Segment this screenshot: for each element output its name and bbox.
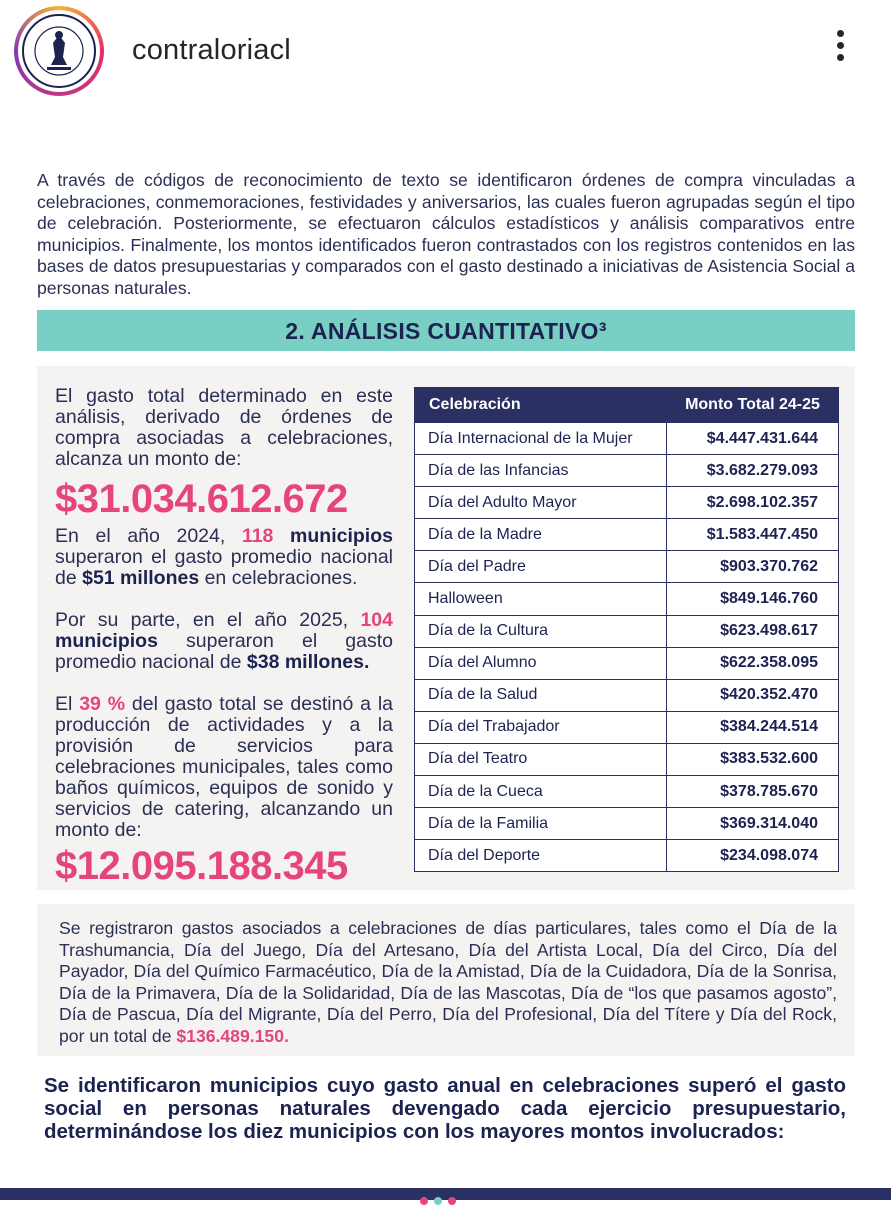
p3-pre: Por su parte, en el año 2025,	[55, 609, 361, 631]
intro-paragraph: A través de códigos de reconocimiento de texto se identificaron órdenes de compra vinculadas a celebraciones, conmemoraciones, festividades y aniversarios, las cuales fueron agrupadas según el tipo de celebración. Posteriormente, se efectuaron cálculos estadísticos y análisis comparativos entre municipios. Finalmente, los montos identificados fueron contrastados con los registros contenidos en las bases de datos presupuestarias y comparados con el gasto destinado a iniciativas de Asistencia Social a personas naturales.	[37, 170, 855, 298]
celebrations-table	[414, 387, 839, 872]
avg-2025: $38 millones.	[246, 651, 370, 673]
conclusion-text: Se identificaron municipios cuyo gasto anual en celebraciones superó el gasto social en personas naturales devengado cada ejercicio presupuestario, determinándose los diez municipios con los mayores montos involucrados:	[44, 1074, 846, 1143]
paragraph-2025	[55, 610, 393, 673]
table-row	[415, 840, 839, 872]
table-row	[415, 551, 839, 583]
contraloria-seal-icon	[21, 13, 97, 89]
table-header-row	[415, 388, 839, 423]
summary-column	[55, 386, 393, 889]
celebration-amount: $849.146.760	[667, 583, 839, 615]
p4-post: del gasto total se destinó a la producción de actividades y a la provisión de servicios para celebraciones municipales, tales como baños químicos, equipos de sonido y servicios de catering, alcanzando un monto de:	[55, 693, 393, 841]
celebration-name: Día del Deporte	[415, 840, 667, 872]
post-header	[0, 0, 891, 100]
celebration-amount: $903.370.762	[667, 551, 839, 583]
celebration-amount: $383.532.600	[667, 743, 839, 775]
table-row	[415, 743, 839, 775]
p2-pre: En el año 2024,	[55, 525, 242, 547]
other-celebrations-text	[59, 918, 837, 1047]
celebration-amount: $622.358.095	[667, 647, 839, 679]
avg-2024: $51 millones	[82, 567, 200, 589]
paragraph-2024	[55, 526, 393, 589]
p3-mid: superaron el gasto promedio nacional de	[55, 630, 393, 673]
count-2024: 118	[241, 525, 274, 547]
celebration-name: Día de la Madre	[415, 519, 667, 551]
other-celebrations-list: Se registraron gastos asociados a celebraciones de días particulares, tales como el Día de la Trashumancia, Día del Juego, Día del Artesano, Día del Artista Local, Día del Circo, Día del Payador, Día del Químico Farmacéutico, Día de la Amistad, Día de la Cuidadora, Día de la Sonrisa, Día de la Primavera, Día de la Solidaridad, Día de las Mascotas, Día de “los que pasamos agosto”, Día de Pascua, Día del Migrante, Día del Perro, Día del Profesional, Día del Títere y Día del Rock, por un total de	[59, 918, 837, 1046]
other-celebrations-panel	[37, 904, 855, 1056]
avatar[interactable]	[14, 6, 104, 96]
p2-mid: superaron el gasto promedio nacional de	[55, 546, 393, 589]
celebration-name: Día de la Familia	[415, 808, 667, 840]
celebration-amount: $234.098.074	[667, 840, 839, 872]
services-percent: 39 %	[79, 693, 126, 715]
count-2025: 104	[360, 609, 393, 631]
celebration-name: Día del Teatro	[415, 743, 667, 775]
table-row	[415, 519, 839, 551]
table-row	[415, 487, 839, 519]
celebration-amount: $4.447.431.644	[667, 423, 839, 455]
celebration-name: Día de las Infancias	[415, 455, 667, 487]
p2-post: en celebraciones.	[199, 567, 358, 589]
celebration-name: Día de la Cultura	[415, 615, 667, 647]
celebration-amount: $2.698.102.357	[667, 487, 839, 519]
table-row	[415, 423, 839, 455]
total-description: El gasto total determinado en este análisis, derivado de órdenes de compra asociadas a celebraciones, alcanza un monto de:	[55, 385, 393, 470]
p2-municipios: municipios	[273, 525, 393, 547]
celebration-amount: $420.352.470	[667, 679, 839, 711]
avatar-inner	[18, 10, 100, 92]
celebration-name: Día del Adulto Mayor	[415, 487, 667, 519]
celebration-amount: $369.314.040	[667, 808, 839, 840]
celebration-amount: $378.785.670	[667, 776, 839, 808]
celebration-name: Día del Padre	[415, 551, 667, 583]
celebration-amount: $1.583.447.450	[667, 519, 839, 551]
p4-pre: El	[55, 693, 80, 715]
total-amount: $31.034.612.672	[55, 477, 348, 521]
other-celebrations-total: $136.489.150.	[176, 1025, 289, 1046]
footer-dots	[420, 1192, 462, 1200]
analysis-panel	[37, 366, 855, 890]
username[interactable]: contraloriacl	[132, 34, 291, 66]
table-row	[415, 711, 839, 743]
table-row	[415, 455, 839, 487]
p3-municipios: municipios	[55, 630, 158, 652]
celebration-amount: $3.682.279.093	[667, 455, 839, 487]
celebration-name: Día Internacional de la Mujer	[415, 423, 667, 455]
table-row	[415, 647, 839, 679]
services-amount: $12.095.188.345	[55, 844, 348, 888]
table-row	[415, 615, 839, 647]
celebration-name: Halloween	[415, 583, 667, 615]
celebration-name: Día del Alumno	[415, 647, 667, 679]
celebration-amount: $623.498.617	[667, 615, 839, 647]
celebration-amount: $384.244.514	[667, 711, 839, 743]
table-row	[415, 808, 839, 840]
table-row	[415, 679, 839, 711]
column-header-amount: Monto Total 24-25	[667, 388, 839, 423]
table-row	[415, 776, 839, 808]
paragraph-services	[55, 694, 393, 841]
section-title: 2. ANÁLISIS CUANTITATIVO³	[37, 310, 855, 351]
celebration-name: Día del Trabajador	[415, 711, 667, 743]
table-row	[415, 583, 839, 615]
more-options-icon[interactable]	[830, 30, 850, 70]
celebration-name: Día de la Cueca	[415, 776, 667, 808]
column-header-celebration: Celebración	[415, 388, 667, 423]
celebration-name: Día de la Salud	[415, 679, 667, 711]
